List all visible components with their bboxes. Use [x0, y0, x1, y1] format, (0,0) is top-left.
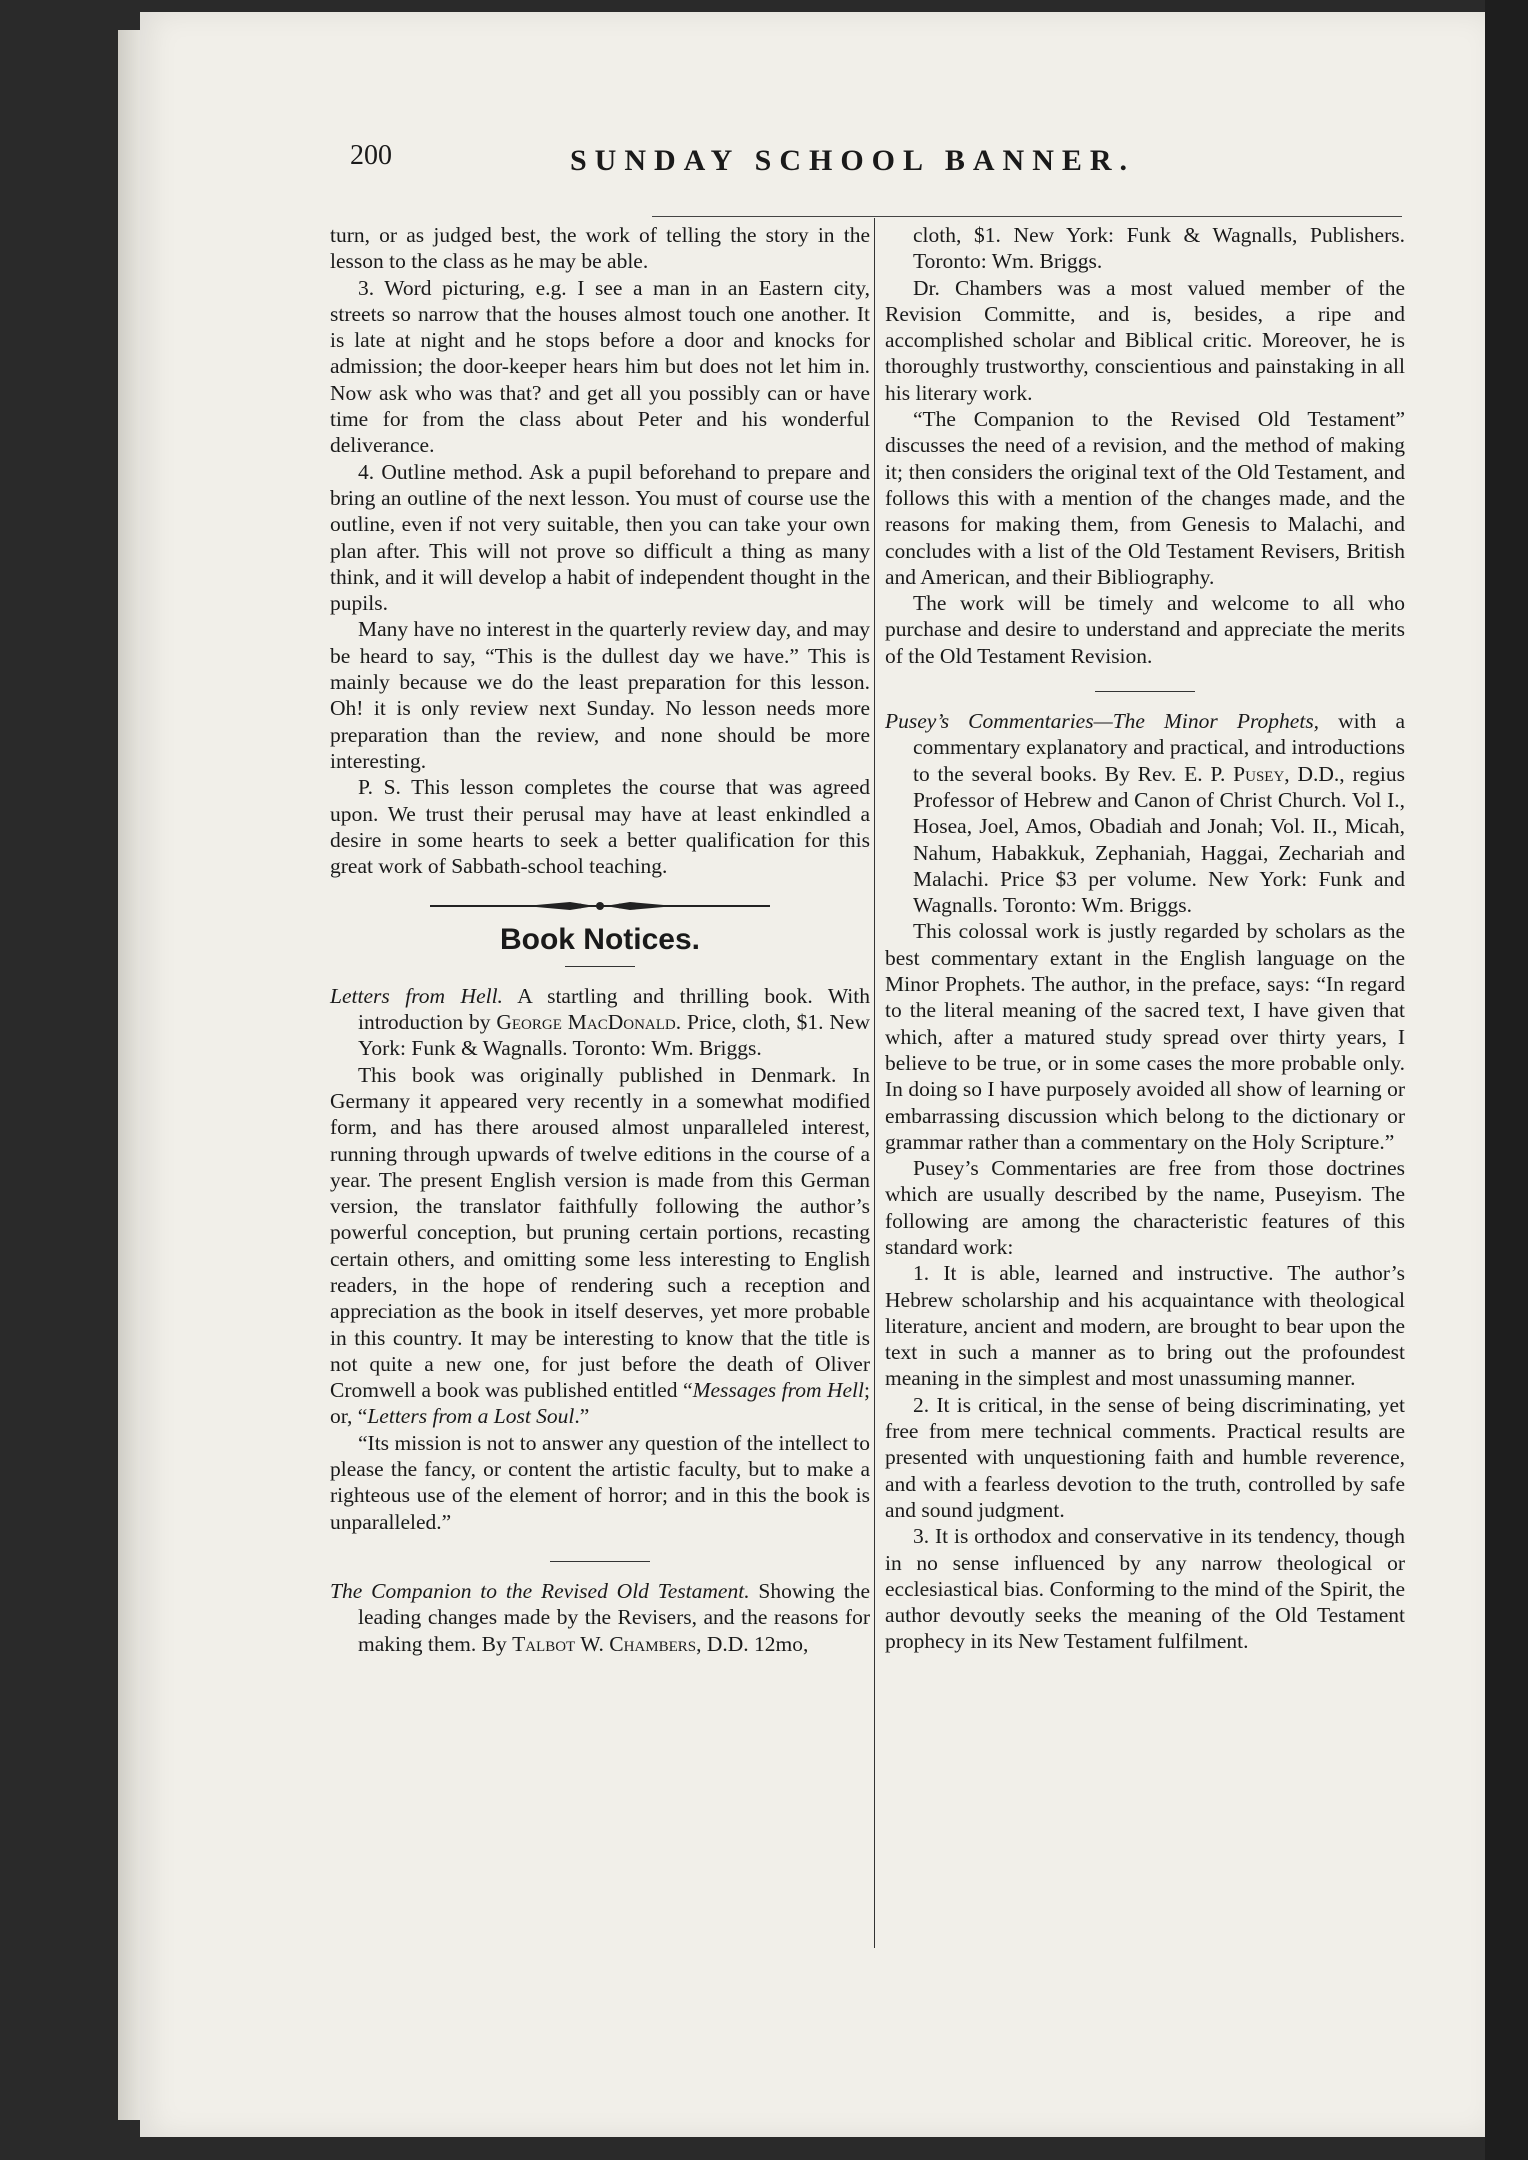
short-rule	[1095, 691, 1195, 692]
paragraph: turn, or as judged best, the work of telling the story in the lesson to the class as he may be able.	[330, 223, 870, 274]
ornament-divider	[430, 899, 770, 913]
paragraph: This colossal work is justly regarded by scholars as the best commentary extant in the English language on the Minor Prophets. The author, in the preface, says: “In regard to the literal meaning of the sacred text, I have given that which, after a matured study spread over thirty years, I believe to be true, or in some cases the more probable only. In doing so I have purposely avoided all show of learning or embarrassing discussion which belong to the dictionary or grammar rather than a commentary on the Holy Scripture.”	[885, 919, 1405, 1154]
paragraph: 4. Outline method. Ask a pupil beforehand to prepare and bring an outline of the next lesson. You must of course use the outline, even if not very suitable, then you can take your own plan after. This will not prove so difficult a thing as many think, and it will develop a habit of independent thought in the pupils.	[330, 459, 870, 616]
paragraph: Many have no interest in the quarterly review day, and may be heard to say, “This is the dullest day we have.” This is mainly because we do the least preparation for this lesson. Oh! it is only review next Sunday. No lesson needs more preparation than the review, and none should be more interesting.	[330, 617, 870, 773]
column-divider	[874, 218, 875, 1948]
paragraph: 2. It is critical, in the sense of being discriminating, yet free from mere technical comments. Practical results are presented with unquestioning faith and humble reverence, and with a fearless devotion to the truth, controlled by safe and sound judgment.	[885, 1392, 1405, 1522]
left-column	[330, 222, 870, 1657]
short-rule	[550, 1561, 650, 1562]
paragraph: “The Companion to the Revised Old Testament” discusses the need of a revision, and the method of making it; then considers the original text of the Old Testament, and follows this with a mention of the changes made, and the reasons for making them, from Genesis to Malachi, and concludes with a list of the Old Testament Revisers, British and American, and their Bibliography.	[885, 407, 1405, 589]
paragraph: 3. It is orthodox and conservative in its tendency, though in no sense influenced by any narrow theological or ecclesiastical bias. Conforming to the mind of the Spirit, the author devoutly seeks the meaning of the Old Testament prophecy in its New Testament fulfilment.	[885, 1524, 1405, 1654]
short-rule	[565, 966, 635, 967]
paragraph: This book was originally published in Denmark. In Germany it appeared very recently in a somewhat modified form, and has there aroused almost unparalleled interest, running through upwards of twelve editions in the course of a year. The present English version is made from this German version, the translator faithfully following the author’s powerful conception, but pruning certain portions, recasting certain others, and omitting some less interesting to English readers, in the hope of rendering such a reception and appreciation as the book in itself deserves, yet more probable in this country. It may be interesting to know that the title is not quite a new one, for just before the death of Oliver Cromwell a book was published entitled “Messages from Hell; or, “Letters from a Lost Soul.”	[330, 1062, 870, 1429]
running-title: SUNDAY SCHOOL BANNER.	[570, 144, 1136, 177]
paragraph: P. S. This lesson completes the course that was agreed upon. We trust their perusal may have at least enkindled a desire in some hearts to seek a better qualification for this great work of Sabbath-school teaching.	[330, 775, 870, 879]
book-notice-heading: The Companion to the Revised Old Testament. Showing the leading changes made by the Revisers, and the reasons for making them. By Talbot W. Chambers, D.D. 12mo,	[330, 1578, 871, 1656]
paragraph: 1. It is able, learned and instructive. The author’s Hebrew scholarship and his acquaintance with theological literature, ancient and modern, are brought to bear upon the text in such a manner as to bring out the profoundest meaning in the simplest and most unassuming manner.	[885, 1261, 1405, 1391]
paragraph: The work will be timely and welcome to all who purchase and desire to understand and appreciate the merits of the Old Testament Revision.	[885, 591, 1405, 668]
page-number: 200	[350, 140, 392, 171]
paragraph: cloth, $1. New York: Funk & Wagnalls, Publishers. Toronto: Wm. Briggs.	[913, 223, 1405, 274]
paragraph: Dr. Chambers was a most valued member of the Revision Committe, and is, besides, a ripe and accomplished scholar and Biblical critic. Moreover, he is thoroughly trustworthy, conscientious and painstaking in all his literary work.	[885, 275, 1405, 405]
right-column	[885, 222, 1405, 1655]
section-title: Book Notices.	[499, 923, 701, 957]
scan-shadow	[1485, 0, 1528, 2160]
paragraph: “Its mission is not to answer any question of the intellect to please the fancy, or content the artistic faculty, but to make a righteous use of the element of horror; and in this the book is unparalleled.”	[330, 1430, 870, 1534]
page-header	[350, 140, 1420, 190]
paragraph: Pusey’s Commentaries are free from those doctrines which are usually described by the name, Puseyism. The following are among the characteristic features of this standard work:	[885, 1156, 1405, 1259]
paragraph: 3. Word picturing, e.g. I see a man in an Eastern city, streets so narrow that the houses almost touch one another. It is late at night and he stops before a door and knocks for admission; the door-keeper hears him but does not let him in. Now ask who was that? and get all you possibly can or have time for from the class about Peter and his wonderful deliverance.	[330, 275, 870, 458]
book-notice-heading: Pusey’s Commentaries—The Minor Prophets, with a commentary explanatory and practical, and introductions to the several books. By Rev. E. P. Pusey, D.D., regius Professor of Hebrew and Canon of Christ Church. Vol I., Hosea, Joel, Amos, Obadiah and Jonah; Vol. II., Micah, Nahum, Habakkuk, Zephaniah, Haggai, Zechariah and Malachi. Price $3 per volume. New York: Funk and Wagnalls. Toronto: Wm. Briggs.	[885, 709, 1405, 918]
header-rule	[652, 216, 1402, 217]
book-notice-heading: Letters from Hell. A startling and thrilling book. With introduction by George MacDonald. Price, cloth, $1. New York: Funk & Wagnalls. Toronto: Wm. Briggs.	[330, 983, 870, 1061]
